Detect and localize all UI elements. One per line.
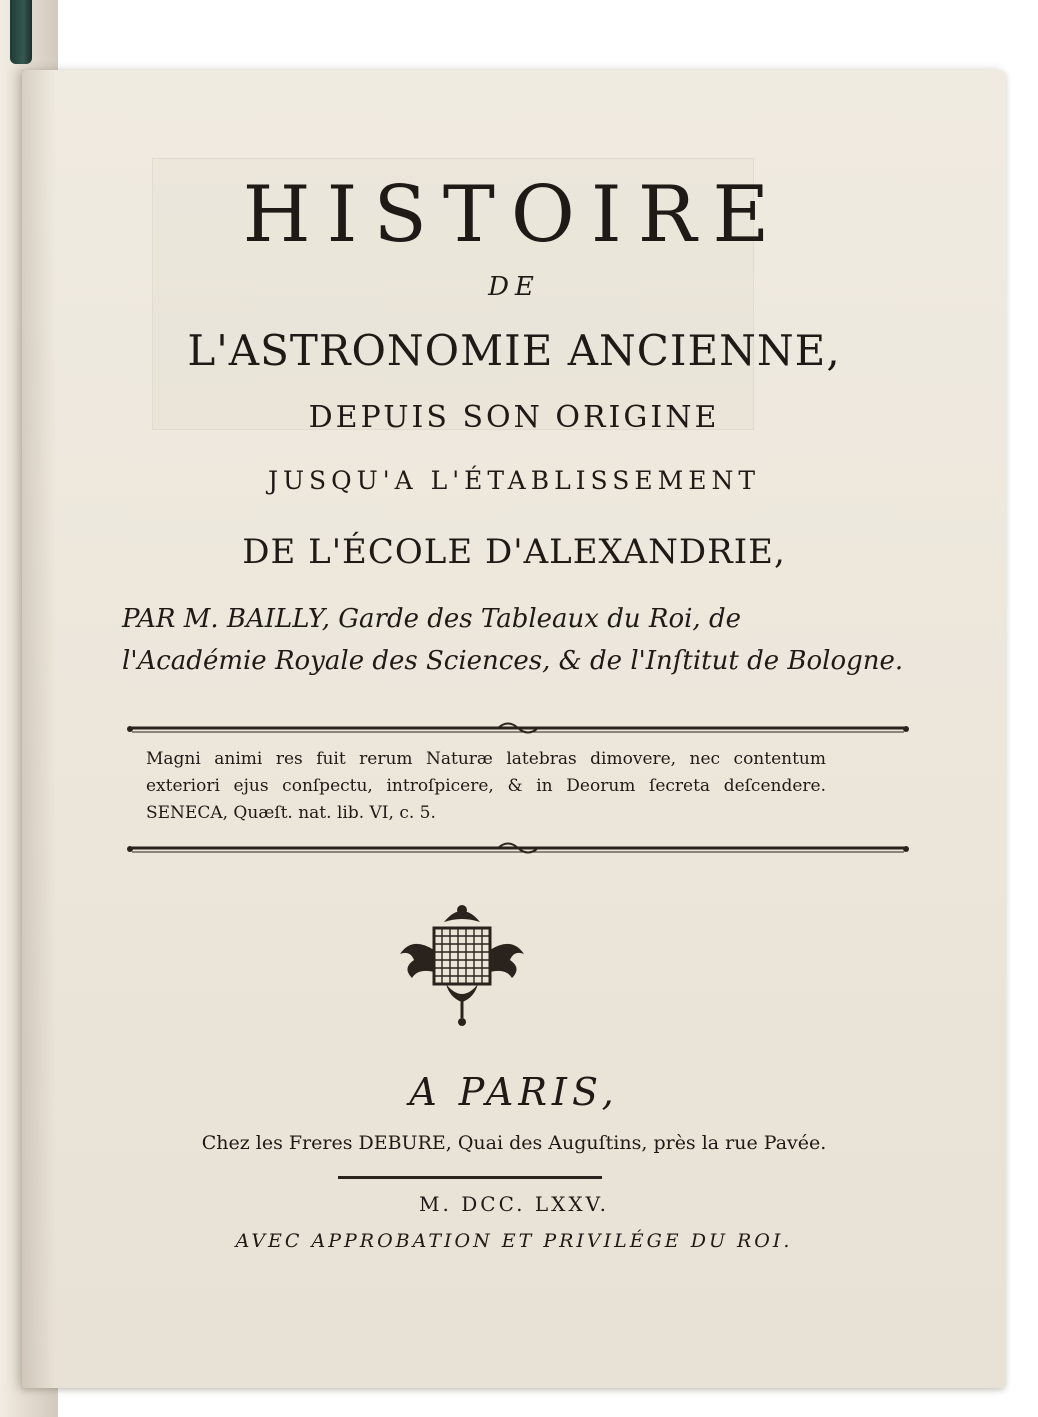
title-de: DE (488, 272, 540, 302)
printer-fleuron-icon (394, 900, 530, 1028)
page-title: HISTOIRE (242, 170, 786, 260)
bookmark-ribbon-icon (10, 0, 32, 64)
ornamental-rule-icon (126, 720, 910, 736)
page-gutter-shadow (22, 70, 56, 1388)
imprint-rule (338, 1176, 602, 1179)
title-page (22, 70, 1006, 1388)
epigraph: Magni animi res fuit rerum Naturæ latebras dimovere, nec contentum exteriori ejus conſpectu, introſpicere, & in Deorum ſecreta deſcendere. SENECA, Quæſt. nat. lib. VI, c. 5. (146, 749, 826, 823)
imprint-place: A PARIS, (409, 1070, 619, 1114)
title-subject: L'ASTRONOMIE ANCIENNE, (187, 326, 841, 375)
royal-privilege: AVEC APPROBATION ET PRIVILÉGE DU ROI. (235, 1230, 793, 1252)
ornamental-rule-icon (126, 840, 910, 856)
author-line-1: PAR M. BAILLY, Garde des Tableaux du Roi, de (122, 604, 741, 634)
title-depuis: DEPUIS SON ORIGINE (308, 400, 720, 435)
author-line-2: l'Académie Royale des Sciences, & de l'Inſtitut de Bologne. (122, 646, 904, 676)
imprint-publisher: Chez les Freres DEBURE, Quai des Auguſtins, près la rue Pavée. (201, 1132, 827, 1154)
title-jusqua: JUSQU'A L'ÉTABLISSEMENT (267, 466, 761, 495)
imprint-year: M. DCC. LXXV. (419, 1192, 609, 1216)
title-ecole: DE L'ÉCOLE D'ALEXANDRIE, (242, 532, 786, 572)
